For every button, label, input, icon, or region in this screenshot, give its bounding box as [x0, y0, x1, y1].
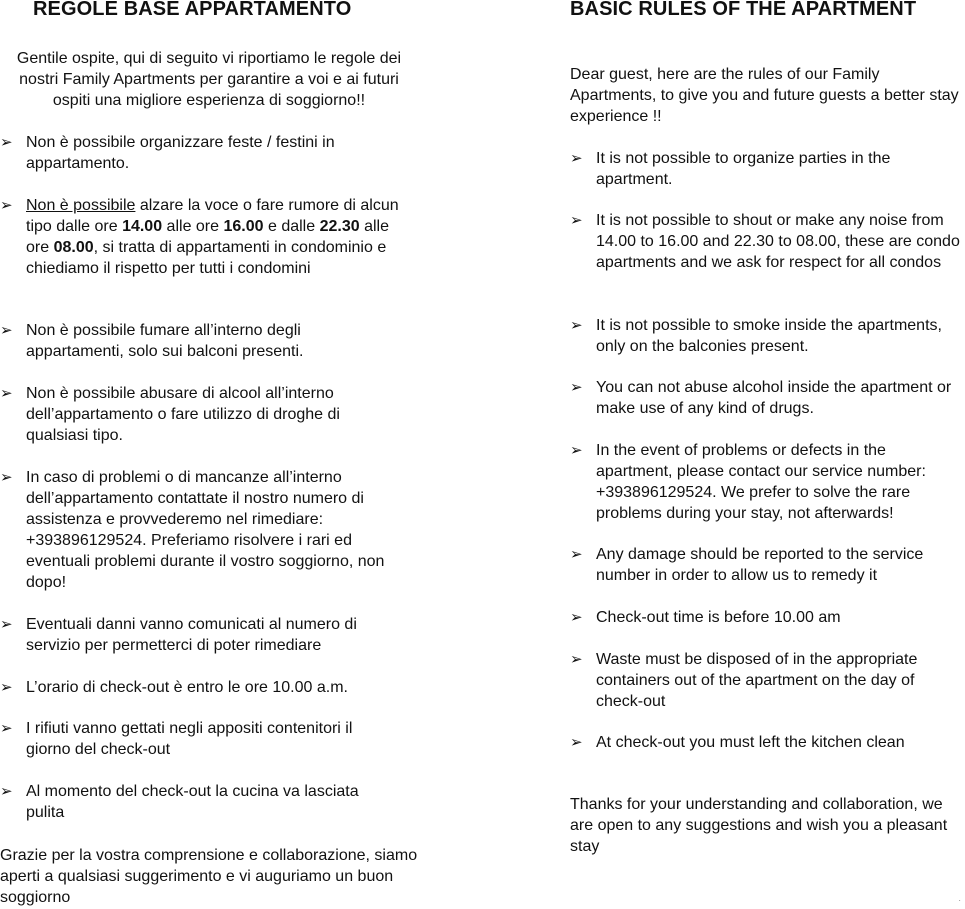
- rule-text-part: alzare la voce o fare rumore di alcun tipo dalle ore: [26, 197, 399, 235]
- rule-text: Waste must be disposed of in the appropriate containers out of the apartment on the day of check-out: [596, 651, 918, 710]
- arrow-bullet-icon: ➢: [0, 134, 13, 151]
- arrow-bullet-icon: ➢: [0, 616, 13, 633]
- arrow-bullet-icon: ➢: [570, 651, 583, 668]
- arrow-bullet-icon: ➢: [0, 322, 13, 339]
- rule-text: Check-out time is before 10.00 am: [596, 609, 841, 626]
- english-closing: Thanks for your understanding and collaboration, we are open to any suggestions and wish you a pleasant stay: [570, 796, 948, 855]
- arrow-bullet-icon: ➢: [570, 212, 583, 229]
- arrow-bullet-icon: ➢: [570, 442, 583, 459]
- corner-mark: ·: [958, 896, 961, 905]
- time-value: 08.00: [53, 239, 94, 256]
- time-value: 16.00: [223, 218, 264, 235]
- english-intro: Dear guest, here are the rules of our Family Apartments, to give you and future guests a better stay experience !!: [570, 66, 959, 125]
- time-value: 22.30: [319, 218, 360, 235]
- rule-text: Al momento del check-out la cucina va lasciata pulita: [26, 783, 359, 821]
- arrow-bullet-icon: ➢: [570, 379, 583, 396]
- rule-text: L’orario di check-out è entro le ore 10.00 a.m.: [26, 679, 348, 696]
- arrow-bullet-icon: ➢: [570, 734, 583, 751]
- arrow-bullet-icon: ➢: [570, 317, 583, 334]
- rule-text: It is not possible to smoke inside the apartments, only on the balconies present.: [596, 317, 942, 355]
- arrow-bullet-icon: ➢: [570, 609, 583, 626]
- arrow-bullet-icon: ➢: [0, 469, 13, 486]
- rule-text-part: , si tratta di appartamenti in condominio e chiediamo il rispetto per tutti i condomini: [26, 239, 387, 277]
- rule-text-part: alle ore: [162, 218, 224, 235]
- arrow-bullet-icon: ➢: [570, 546, 583, 563]
- italian-closing: Grazie per la vostra comprensione e collaborazione, siamo aperti a qualsiasi suggerimento e vi auguriamo un buon soggiorno: [0, 847, 418, 906]
- rule-text: Eventuali danni vanno comunicati al numero di servizio per permetterci di poter rimediare: [26, 616, 357, 654]
- arrow-bullet-icon: ➢: [0, 679, 13, 696]
- arrow-bullet-icon: ➢: [0, 783, 13, 800]
- rule-text: It is not possible to organize parties in the apartment.: [596, 150, 891, 188]
- arrow-bullet-icon: ➢: [0, 720, 13, 737]
- rule-text: You can not abuse alcohol inside the apartment or make use of any kind of drugs.: [596, 379, 952, 417]
- rule-text-part: alle ore: [26, 218, 389, 256]
- arrow-bullet-icon: ➢: [570, 150, 583, 167]
- rule-text: Any damage should be reported to the service number in order to allow us to remedy it: [596, 546, 924, 584]
- english-title: BASIC RULES OF THE APARTMENT: [570, 0, 917, 20]
- rule-text: In the event of problems or defects in the apartment, please contact our service number: +393896129524. We prefer to solve the rare problems during your stay, not afterwards!: [596, 442, 926, 522]
- rule-text: Non è possibile abusare di alcool all’interno dell’appartamento o fare utilizzo di droghe di qualsiasi tipo.: [26, 385, 340, 444]
- rule-text: Non è possibile fumare all’interno degli appartamenti, solo sui balconi presenti.: [26, 322, 304, 360]
- rule-text: I rifiuti vanno gettati negli appositi contenitori il giorno del check-out: [26, 720, 353, 758]
- rule-text: Non è possibile organizzare feste / festini in appartamento.: [26, 134, 335, 172]
- arrow-bullet-icon: ➢: [0, 197, 13, 214]
- time-value: 14.00: [122, 218, 163, 235]
- rule-text-part: e dalle: [263, 218, 320, 235]
- italian-title: REGOLE BASE APPARTAMENTO: [33, 0, 352, 20]
- arrow-bullet-icon: ➢: [0, 385, 13, 402]
- rule-text: At check-out you must left the kitchen clean: [596, 734, 905, 751]
- rule-text: [26, 195, 405, 279]
- rule-text: It is not possible to shout or make any noise from 14.00 to 16.00 and 22.30 to 08.00, these are condo apartments and we ask for respect for all condos: [596, 212, 960, 271]
- italian-intro: Gentile ospite, qui di seguito vi riportiamo le regole dei nostri Family Apartments per garantire a voi e ai futuri ospiti una migliore esperienza di soggiorno!!: [16, 50, 402, 109]
- rule-text: In caso di problemi o di mancanze all’interno dell’appartamento contattate il nostro numero di assistenza e provvederemo nel rimediare: +393896129524. Preferiamo risolvere i rari ed eventuali problemi durante il vostro soggiorno, non dopo!: [26, 469, 385, 591]
- rule-underlined-text: Non è possibile: [26, 197, 136, 214]
